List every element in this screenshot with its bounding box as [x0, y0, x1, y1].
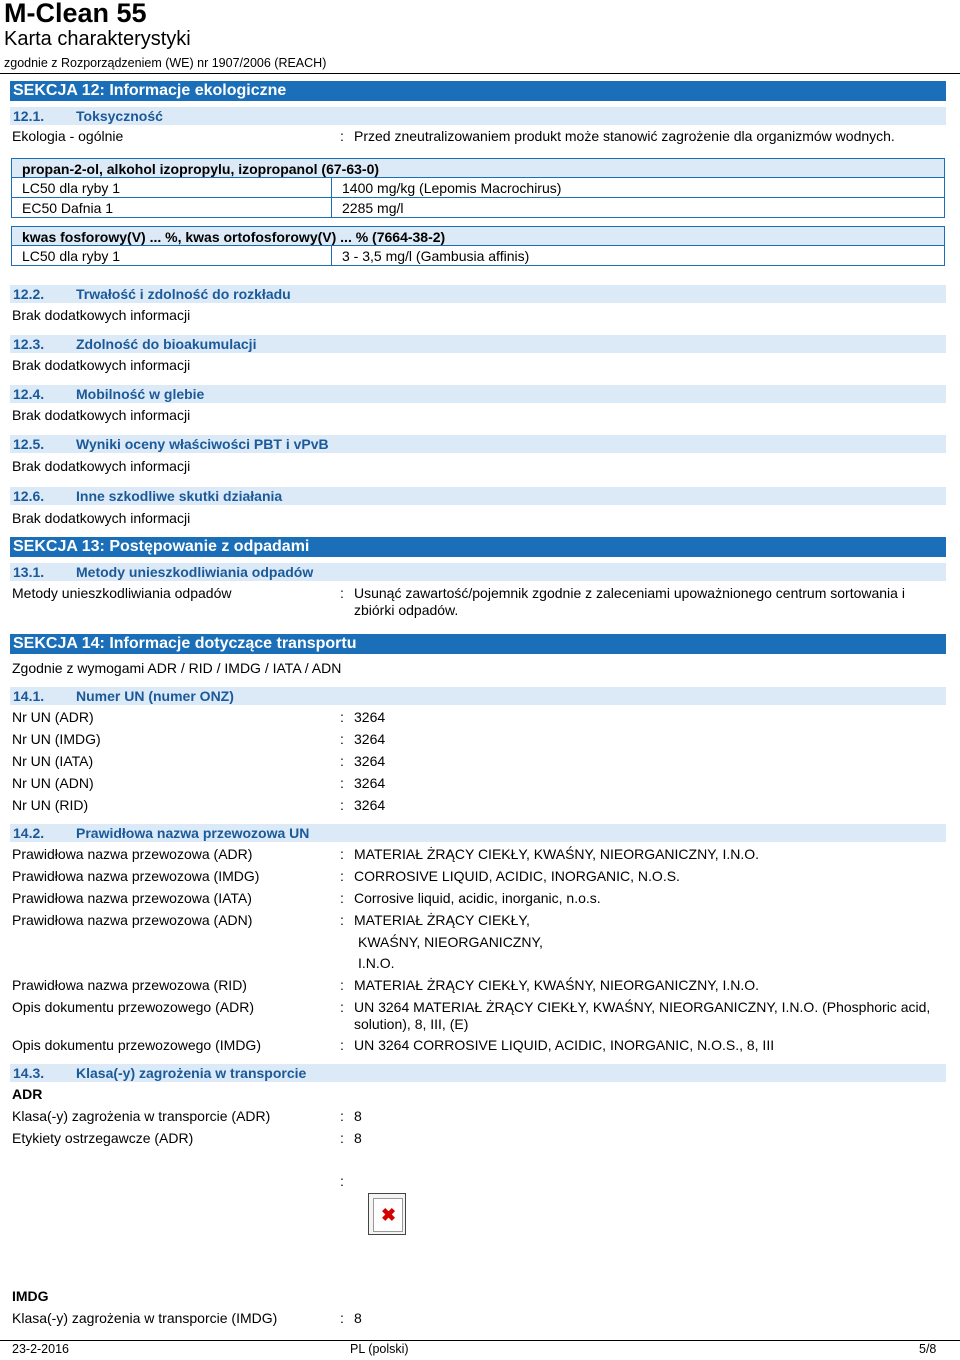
subsection-number: 12.1. [13, 108, 45, 124]
subsection-title: Wyniki oceny właściwości PBT i vPvB [76, 436, 329, 452]
field-label: Prawidłowa nazwa przewozowa (ADN) [12, 912, 253, 928]
field-value: MATERIAŁ ŻRĄCY CIEKŁY, KWAŚNY, NIEORGANICZNY, I.N.O. [354, 977, 760, 993]
field-value: MATERIAŁ ŻRĄCY CIEKŁY, KWAŚNY, NIEORGANICZNY, I.N.O. [354, 846, 760, 862]
imdg-heading: IMDG [12, 1288, 49, 1304]
table-cell: 3 - 3,5 mg/l (Gambusia affinis) [331, 246, 529, 265]
shipping-name-rid: Prawidłowa nazwa przewozowa (RID) : MATERIAŁ ŻRĄCY CIEKŁY, KWAŚNY, NIEORGANICZNY, I.N.O. [12, 977, 760, 993]
hazard-class-imdg: Klasa(-y) zagrożenia w transporcie (IMDG) : 8 [12, 1310, 362, 1326]
subsection-number: 14.2. [13, 825, 45, 841]
field-value: Przed zneutralizowaniem produkt może stanowić zagrożenie dla organizmów wodnych. [354, 128, 895, 144]
field-label: Metody unieszkodliwiania odpadów [12, 585, 232, 601]
subsection-title: Numer UN (numer ONZ) [76, 688, 234, 704]
transport-document-imdg: Opis dokumentu przewozowego (IMDG) : UN 3264 CORROSIVE LIQUID, ACIDIC, INORGANIC, N.O.S., 8, III [12, 1037, 775, 1053]
subsection-number: 13.1. [13, 564, 45, 580]
transport-document-adr: Opis dokumentu przewozowego (ADR) : UN 3264 MATERIAŁ ŻRĄCY CIEKŁY, KWAŚNY, NIEORGANICZNY, I.N.O. (Phosphoric acid, solution), 8, III, (E) [12, 999, 931, 1032]
field-value: 3264 [354, 753, 386, 769]
list-item: Nr UN (IMDG) : 3264 [12, 731, 386, 747]
section-12-title: SEKCJA 12: Informacje ekologiczne [10, 81, 946, 101]
subsection-12-5 [10, 435, 946, 453]
subsection-13-1 [10, 563, 946, 581]
field-label: Prawidłowa nazwa przewozowa (RID) [12, 977, 247, 993]
subsection-title: Klasa(-y) zagrożenia w transporcie [76, 1065, 307, 1081]
field-label: Etykiety ostrzegawcze (ADR) [12, 1130, 194, 1146]
field-label: Klasa(-y) zagrożenia w transporcie (IMDG) [12, 1310, 278, 1326]
subsection-14-3 [10, 1064, 946, 1082]
subsection-number: 14.3. [13, 1065, 45, 1081]
list-item: Nr UN (ADR) : 3264 [12, 709, 386, 725]
table-cell: LC50 dla ryby 1 [22, 248, 121, 264]
subsection-14-1 [10, 687, 946, 705]
field-label: Klasa(-y) zagrożenia w transporcie (ADR) [12, 1108, 271, 1124]
subsection-number: 12.4. [13, 386, 45, 402]
table-row [11, 178, 945, 198]
pictogram-colon: : [340, 1173, 344, 1189]
document-type: Karta charakterystyki [4, 28, 191, 50]
no-info-text: Brak dodatkowych informacji [12, 407, 191, 423]
field-value-continued: I.N.O. [358, 955, 395, 971]
field-value: Corrosive liquid, acidic, inorganic, n.o.s. [354, 890, 601, 906]
field-label: Ekologia - ogólnie [12, 128, 124, 144]
section-13-title: SEKCJA 13: Postępowanie z odpadami [10, 537, 946, 557]
field-label: Nr UN (IMDG) [12, 731, 101, 747]
no-info-text: Brak dodatkowych informacji [12, 510, 191, 526]
list-item: Nr UN (IATA) : 3264 [12, 753, 386, 769]
field-value: MATERIAŁ ŻRĄCY CIEKŁY, [354, 912, 530, 928]
waste-methods-row: Metody unieszkodliwiania odpadów : Usunąć zawartość/pojemnik zgodnie z zaleceniami upoważnionego centrum sortowania i zbiórki odpadów. [12, 585, 905, 618]
regulation-note: zgodnie z Rozporządzeniem (WE) nr 1907/2006 (REACH) [4, 56, 327, 70]
subsection-title: Toksyczność [76, 108, 163, 124]
ecology-general-row: Ekologia - ogólnie : Przed zneutralizowaniem produkt może stanowić zagrożenie dla organizmów wodnych. [12, 128, 895, 144]
field-label: Nr UN (ADR) [12, 709, 94, 725]
adr-heading: ADR [12, 1086, 43, 1102]
subsection-title: Trwałość i zdolność do rozkładu [76, 286, 291, 302]
field-value: UN 3264 CORROSIVE LIQUID, ACIDIC, INORGANIC, N.O.S., 8, III [354, 1037, 775, 1053]
subsection-12-4 [10, 385, 946, 403]
field-value: CORROSIVE LIQUID, ACIDIC, INORGANIC, N.O.S. [354, 868, 680, 884]
subsection-number: 14.1. [13, 688, 45, 704]
subsection-title: Mobilność w glebie [76, 386, 205, 402]
subsection-number: 12.5. [13, 436, 45, 452]
product-name: M-Clean 55 [4, 0, 147, 28]
subsection-14-2 [10, 824, 946, 842]
hazard-class-adr: Klasa(-y) zagrożenia w transporcie (ADR) : 8 [12, 1108, 362, 1124]
subsection-number: 12.3. [13, 336, 45, 352]
field-value: 8 [354, 1130, 362, 1146]
field-value: 3264 [354, 775, 386, 791]
subsection-12-6 [10, 487, 946, 505]
table-row [11, 198, 945, 218]
shipping-name-adr: Prawidłowa nazwa przewozowa (ADR) : MATERIAŁ ŻRĄCY CIEKŁY, KWAŚNY, NIEORGANICZNY, I.N.O. [12, 846, 760, 862]
field-value-continued: zbiórki odpadów. [354, 602, 459, 618]
footer-language: PL (polski) [350, 1342, 409, 1356]
field-label: Nr UN (IATA) [12, 753, 94, 769]
warning-labels-adr: Etykiety ostrzegawcze (ADR) : 8 [12, 1130, 362, 1146]
field-value-continued: solution), 8, III, (E) [354, 1016, 469, 1032]
field-label: Prawidłowa nazwa przewozowa (IATA) [12, 890, 252, 906]
field-value: 8 [354, 1108, 362, 1124]
subsection-title: Metody unieszkodliwiania odpadów [76, 564, 314, 580]
footer-page-number: 5/8 [919, 1342, 937, 1356]
field-value: 3264 [354, 731, 386, 747]
list-item: Nr UN (ADN) : 3264 [12, 775, 386, 791]
subsection-12-1 [10, 107, 946, 125]
section-14-title: SEKCJA 14: Informacje dotyczące transportu [10, 634, 946, 654]
field-label: Nr UN (RID) [12, 797, 89, 813]
field-label: Prawidłowa nazwa przewozowa (IMDG) [12, 868, 260, 884]
table-header: kwas fosforowy(V) ... %, kwas ortofosforowy(V) ... % (7664-38-2) [11, 226, 945, 246]
field-value: Usunąć zawartość/pojemnik zgodnie z zaleceniami upoważnionego centrum sortowania i [354, 585, 905, 601]
table-header: propan-2-ol, alkohol izopropylu, izopropanol (67-63-0) [11, 158, 945, 178]
subsection-number: 12.2. [13, 286, 45, 302]
broken-image-icon: ✖ [368, 1193, 406, 1235]
list-item: Nr UN (RID) : 3264 [12, 797, 386, 813]
shipping-name-adn: Prawidłowa nazwa przewozowa (ADN) : MATERIAŁ ŻRĄCY CIEKŁY, KWAŚNY, NIEORGANICZNY, I.N.O. [12, 912, 543, 971]
field-label: Nr UN (ADN) [12, 775, 94, 791]
subsection-12-2 [10, 285, 946, 303]
toxicity-table-phosphoric-acid [11, 226, 945, 266]
subsection-title: Inne szkodliwe skutki działania [76, 488, 283, 504]
no-info-text: Brak dodatkowych informacji [12, 307, 191, 323]
subsection-12-3 [10, 335, 946, 353]
field-value-continued: KWAŚNY, NIEORGANICZNY, [358, 934, 543, 950]
field-value: UN 3264 MATERIAŁ ŻRĄCY CIEKŁY, KWAŚNY, NIEORGANICZNY, I.N.O. (Phosphoric acid, [354, 999, 931, 1015]
field-value: 3264 [354, 709, 386, 725]
shipping-name-iata: Prawidłowa nazwa przewozowa (IATA) : Corrosive liquid, acidic, inorganic, n.o.s. [12, 890, 601, 906]
table-cell: 2285 mg/l [331, 198, 403, 217]
no-info-text: Brak dodatkowych informacji [12, 357, 191, 373]
table-cell: EC50 Dafnia 1 [22, 200, 114, 216]
field-label: Prawidłowa nazwa przewozowa (ADR) [12, 846, 253, 862]
no-info-text: Brak dodatkowych informacji [12, 458, 191, 474]
footer-divider [0, 1340, 960, 1341]
subsection-title: Prawidłowa nazwa przewozowa UN [76, 825, 310, 841]
un-number-list [12, 709, 942, 819]
subsection-title: Zdolność do bioakumulacji [76, 336, 257, 352]
header-divider [0, 73, 960, 74]
transport-intro: Zgodnie z wymogami ADR / RID / IMDG / IATA / ADN [12, 660, 342, 676]
footer-date: 23-2-2016 [12, 1342, 69, 1356]
field-label: Opis dokumentu przewozowego (IMDG) [12, 1037, 261, 1053]
table-cell: 1400 mg/kg (Lepomis Macrochirus) [331, 178, 561, 197]
subsection-number: 12.6. [13, 488, 45, 504]
field-value: 8 [354, 1310, 362, 1326]
table-cell: LC50 dla ryby 1 [22, 180, 121, 196]
field-label: Opis dokumentu przewozowego (ADR) [12, 999, 254, 1015]
shipping-name-imdg: Prawidłowa nazwa przewozowa (IMDG) : CORROSIVE LIQUID, ACIDIC, INORGANIC, N.O.S. [12, 868, 680, 884]
toxicity-table-isopropanol [11, 158, 945, 218]
table-row [11, 246, 945, 266]
field-value: 3264 [354, 797, 386, 813]
